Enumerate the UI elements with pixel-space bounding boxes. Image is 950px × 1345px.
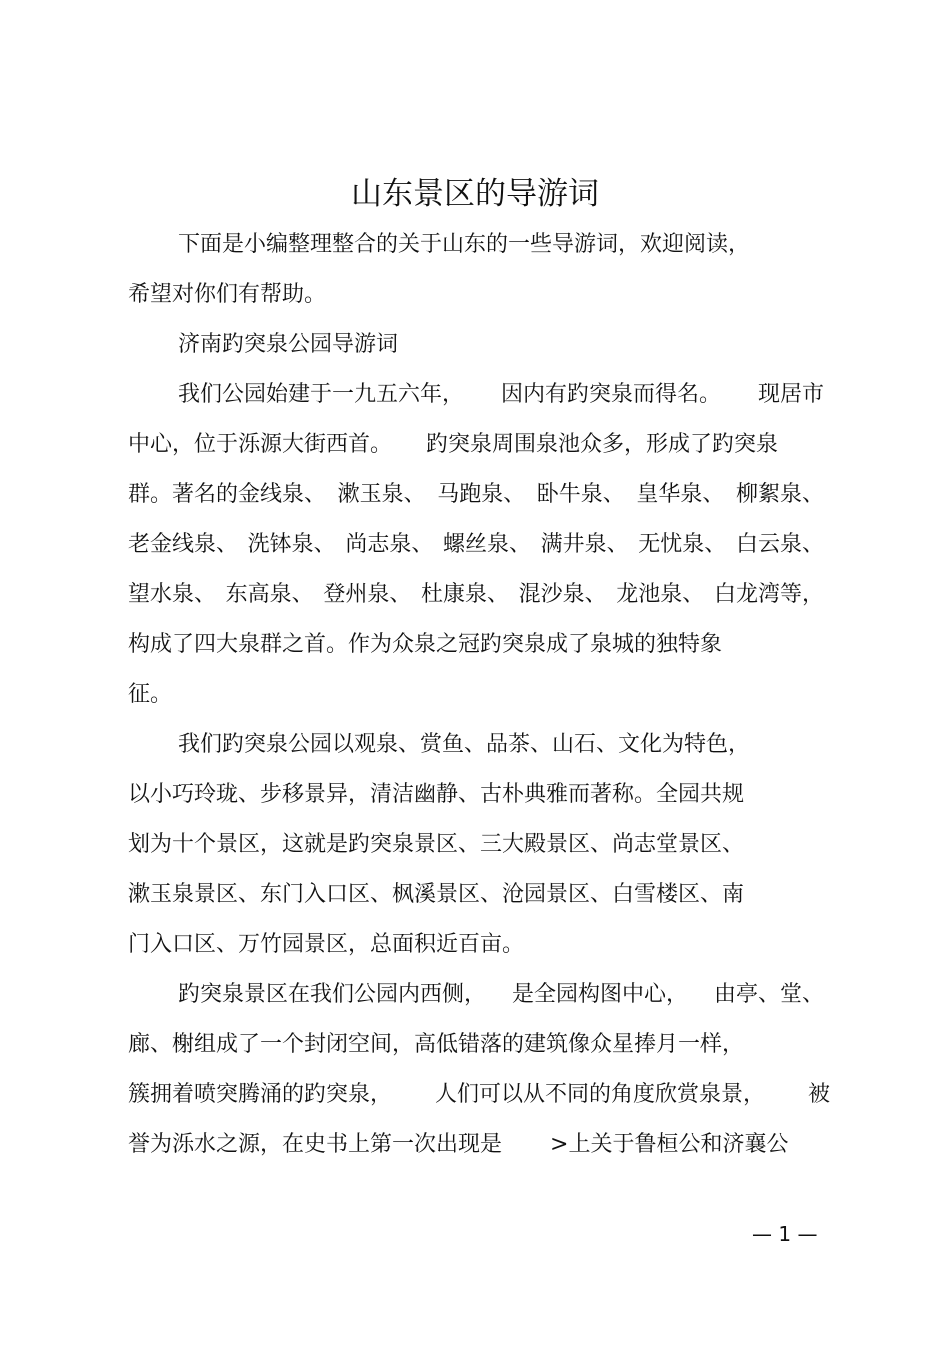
text-line — [128, 580, 824, 610]
text-segment: 皇华泉、 — [636, 482, 725, 507]
text-line — [128, 480, 824, 510]
text-line: 希望对你们有帮助。 — [128, 282, 327, 307]
text-segment: 登州泉、 — [323, 582, 412, 607]
text-segment: 中心，位于泺源大街西首。 — [128, 432, 393, 457]
text-segment: 洗钵泉、 — [247, 532, 336, 557]
text-segment: 人们可以从不同的角度欣赏泉景， — [434, 1082, 765, 1107]
text-segment: 白龙湾等， — [713, 582, 824, 607]
text-segment: 柳絮泉、 — [735, 482, 824, 507]
text-segment: 白云泉、 — [735, 532, 824, 557]
text-segment: 东高泉、 — [225, 582, 314, 607]
text-segment: 现居市 — [757, 382, 824, 407]
text-segment: 簇拥着喷突腾涌的趵突泉， — [128, 1082, 393, 1107]
text-line — [178, 980, 824, 1010]
text-line: 征。 — [128, 682, 173, 707]
text-line — [178, 380, 824, 410]
text-segment: 群。著名的金线泉、 — [128, 482, 327, 507]
text-segment: 被 — [807, 1082, 830, 1107]
text-line — [128, 1130, 788, 1160]
text-line — [128, 530, 824, 560]
text-segment: 趵突泉景区在我们公园内西侧， — [178, 982, 487, 1007]
text-line: 门入口区、万竹园景区，总面积近百亩。 — [128, 932, 525, 957]
text-segment: >上关于鲁桓公和济襄公 — [550, 1132, 789, 1157]
text-line — [128, 1080, 830, 1110]
text-segment: 混沙泉、 — [518, 582, 607, 607]
text-line: 下面是小编整理整合的关于山东的一些导游词，欢迎阅读， — [178, 232, 751, 257]
text-segment: 尚志泉、 — [345, 532, 434, 557]
text-segment: 漱玉泉、 — [337, 482, 426, 507]
text-segment: 满井泉、 — [540, 532, 629, 557]
text-segment: 杜康泉、 — [420, 582, 509, 607]
text-segment: 龙池泉、 — [616, 582, 705, 607]
text-segment: 螺丝泉、 — [442, 532, 531, 557]
text-segment: 由亭、堂、 — [713, 982, 824, 1007]
text-segment: 无忧泉、 — [638, 532, 727, 557]
text-line: 我们趵突泉公园以观泉、赏鱼、品茶、山石、文化为特色， — [178, 732, 751, 757]
text-line: 划为十个景区，这就是趵突泉景区、三大殿景区、尚志堂景区、 — [128, 832, 745, 857]
document-title: 山东景区的导游词 — [351, 176, 599, 212]
text-line — [128, 430, 778, 460]
text-segment: 誉为泺水之源，在史书上第一次出现是 — [128, 1132, 503, 1157]
text-line: 漱玉泉景区、东门入口区、枫溪景区、沧园景区、白雪楼区、南 — [128, 882, 745, 907]
text-segment: 马跑泉、 — [437, 482, 526, 507]
section-heading: 济南趵突泉公园导游词 — [178, 332, 399, 357]
text-segment: 因内有趵突泉而得名。 — [500, 382, 721, 407]
text-line: 廊、榭组成了一个封闭空间，高低错落的建筑像众星捧月一样， — [128, 1032, 745, 1057]
page-number: — 1 — — [752, 1222, 818, 1246]
text-segment: 卧牛泉、 — [536, 482, 625, 507]
text-segment: 我们公园始建于一九五六年， — [178, 382, 465, 407]
text-line: 以小巧玲珑、步移景异，清洁幽静、古朴典雅而著称。全园共规 — [128, 782, 745, 807]
text-segment: 望水泉、 — [128, 582, 217, 607]
text-segment: 是全园构图中心， — [511, 982, 688, 1007]
text-segment: 老金线泉、 — [128, 532, 239, 557]
text-segment: 趵突泉周围泉池众多，形成了趵突泉 — [426, 432, 779, 457]
text-line: 构成了四大泉群之首。作为众泉之冠趵突泉成了泉城的独特象 — [128, 632, 723, 657]
